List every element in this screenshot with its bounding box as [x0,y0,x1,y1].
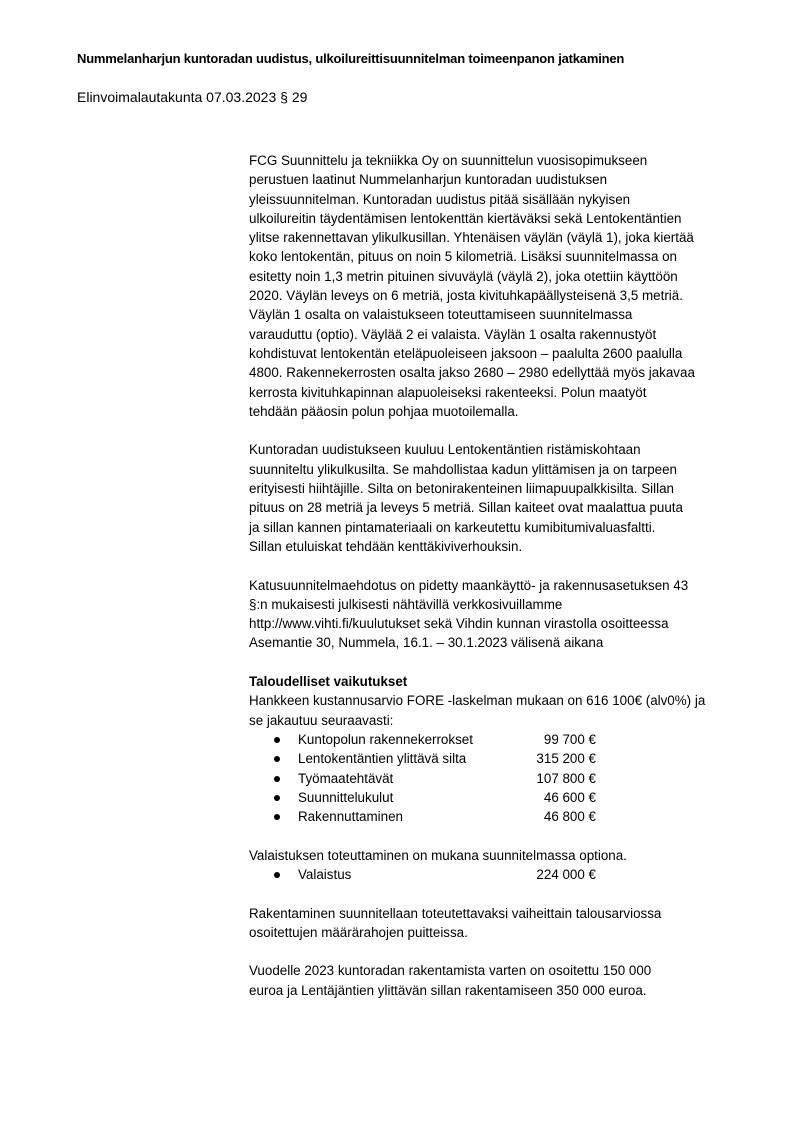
paragraph-phasing [249,904,749,943]
financial-section [249,672,749,1000]
text-line: 4800. Rakennekerrosten osalta jakso 2680 – 2980 edellyttää myös jakavaa [249,365,695,381]
cost-item-amount: 224 000 € [536,866,596,882]
text-line: pituus on 28 metriä ja leveys 5 metriä. Sillan kaiteet ovat maalattua puuta [249,500,683,516]
cost-item-label: Lentokentäntien ylittävä silta [298,751,467,767]
paragraph-general-plan [249,151,749,421]
text-line: kerrosta kivituhkapinnan alapuoleiseksi rakenteeksi. Polun maatyöt [249,384,647,400]
text-line: Asemantie 30, Nummela, 16.1. – 30.1.2023 välisenä aikana [249,635,604,651]
text-line: suunniteltu ylikulkusilta. Se mahdollistaa kadun ylittämisen ja on tarpeen [249,461,677,477]
text-line: §:n mukaisesti julkisesti nähtävillä verkkosivuillamme [249,596,563,612]
bullet-icon [274,795,280,801]
text-line: kohdistuvat lentokentän eteläpuoleiseen jaksoon – paalulta 2600 paalulla [249,345,683,361]
cost-item-label: Suunnittelukulut [298,789,394,805]
text-line: ulkoilureitin täydentämisen lentokenttän kiertäväksi sekä Lentokentäntien [249,210,682,226]
cost-item-label: Kuntopolun rakennekerrokset [298,731,473,747]
text-line: Kuntoradan uudistukseen kuuluu Lentokentäntien ristämiskohtaan [249,442,641,458]
text-line: perustuen laatinut Nummelanharjun kuntoradan uudistuksen [249,172,608,188]
paragraph-budget-2023 [249,961,749,1000]
cost-item-label: Työmaatehtävät [298,770,394,786]
text-line: Sillan etuluiskat tehdään kenttäkiviverhouksin. [249,538,523,554]
bullet-icon [274,776,280,782]
option-cost-list [249,865,749,884]
text-line: Hankkeen kustannusarvio FORE -laskelman mukaan on 616 100€ (alv0%) ja [249,693,706,709]
bullet-icon [274,872,280,878]
cost-item [249,865,749,884]
paragraph-public-display [249,576,749,653]
text-line: koko lentokentän, pituus on noin 5 kilometriä. Lisäksi suunnitelmassa on [249,249,678,265]
cost-item-amount: 315 200 € [536,751,596,767]
option-text: Valaistuksen toteuttaminen on mukana suunnitelmassa optiona. [249,847,627,863]
text-line: ja sillan kannen pintamateriaali on karkeutettu kumibitumivaluasfaltti. [249,519,656,535]
text-line: Rakentaminen suunnitellaan toteutettavaksi vaiheittain talousarviossa [249,905,662,921]
cost-breakdown-list [249,730,749,826]
bullet-icon [274,737,280,743]
cost-item [249,788,749,807]
text-line: Vuodelle 2023 kuntoradan rakentamista varten on osoitettu 150 000 [249,963,652,979]
cost-item [249,749,749,768]
text-line: yleissuunnitelman. Kuntoradan uudistus pitää sisällään nykyisen [249,191,631,207]
text-line: Väylän 1 osalta on valaistukseen toteuttamiseen suunnitelmassa [249,307,633,323]
text-line: tehdään pääosin polun pohjaa muotoilemalla. [249,403,519,419]
cost-item [249,807,749,826]
cost-item-amount: 99 700 € [543,731,596,747]
text-line: ylitse rakennettavan ylikulkusillan. Yhtenäisen väylän (väylä 1), joka kiertää [249,230,694,246]
cost-item-amount: 46 800 € [543,809,596,825]
cost-item [249,730,749,749]
document-title: Nummelanharjun kuntoradan uudistus, ulkoilureittisuunnitelman toimeenpanon jatkaminen [77,51,625,66]
paragraph-bridge [249,440,749,556]
bullet-icon [274,756,280,762]
text-line: osoitettujen määrärahojen puitteissa. [249,924,468,940]
text-line: FCG Suunnittelu ja tekniikka Oy on suunnittelun vuosisopimukseen [249,153,648,168]
cost-item-label: Rakennuttaminen [298,809,403,825]
text-line: 2020. Väylän leveys on 6 metriä, josta kivituhkapäällysteisenä 3,5 metriä. [249,288,683,304]
text-line: esitetty noin 1,3 metrin pituinen sivuväylä (väylä 2), joka otettiin käyttöön [249,268,678,284]
text-line: se jakautuu seuraavasti: [249,712,394,728]
cost-item-amount: 46 600 € [543,789,596,805]
text-line: varauduttu (optio). Väylää 2 ei valaista. Väylän 1 osalta rakennustyöt [249,326,657,342]
bullet-icon [274,814,280,820]
cost-item-label: Valaistus [298,866,352,882]
spacer [249,826,749,845]
spacer [249,884,749,903]
cost-item [249,769,749,788]
meeting-reference: Elinvoimalautakunta 07.03.2023 § 29 [77,89,308,105]
text-line: Katusuunnitelmaehdotus on pidetty maankäyttö- ja rakennusasetuksen 43 [249,577,689,593]
text-line: http://www.vihti.fi/kuulutukset sekä Vihdin kunnan virastolla osoitteessa [249,616,669,632]
text-line: erityisesti hiihtäjille. Silta on betonirakenteinen liimapuupalkkisilta. Sillan [249,481,675,497]
text-line: euroa ja Lentäjäntien ylittävän sillan rakentamiseen 350 000 euroa. [249,982,647,998]
financial-heading: Taloudelliset vaikutukset [249,674,408,690]
cost-item-amount: 107 800 € [536,770,596,786]
document-body [249,151,749,1019]
